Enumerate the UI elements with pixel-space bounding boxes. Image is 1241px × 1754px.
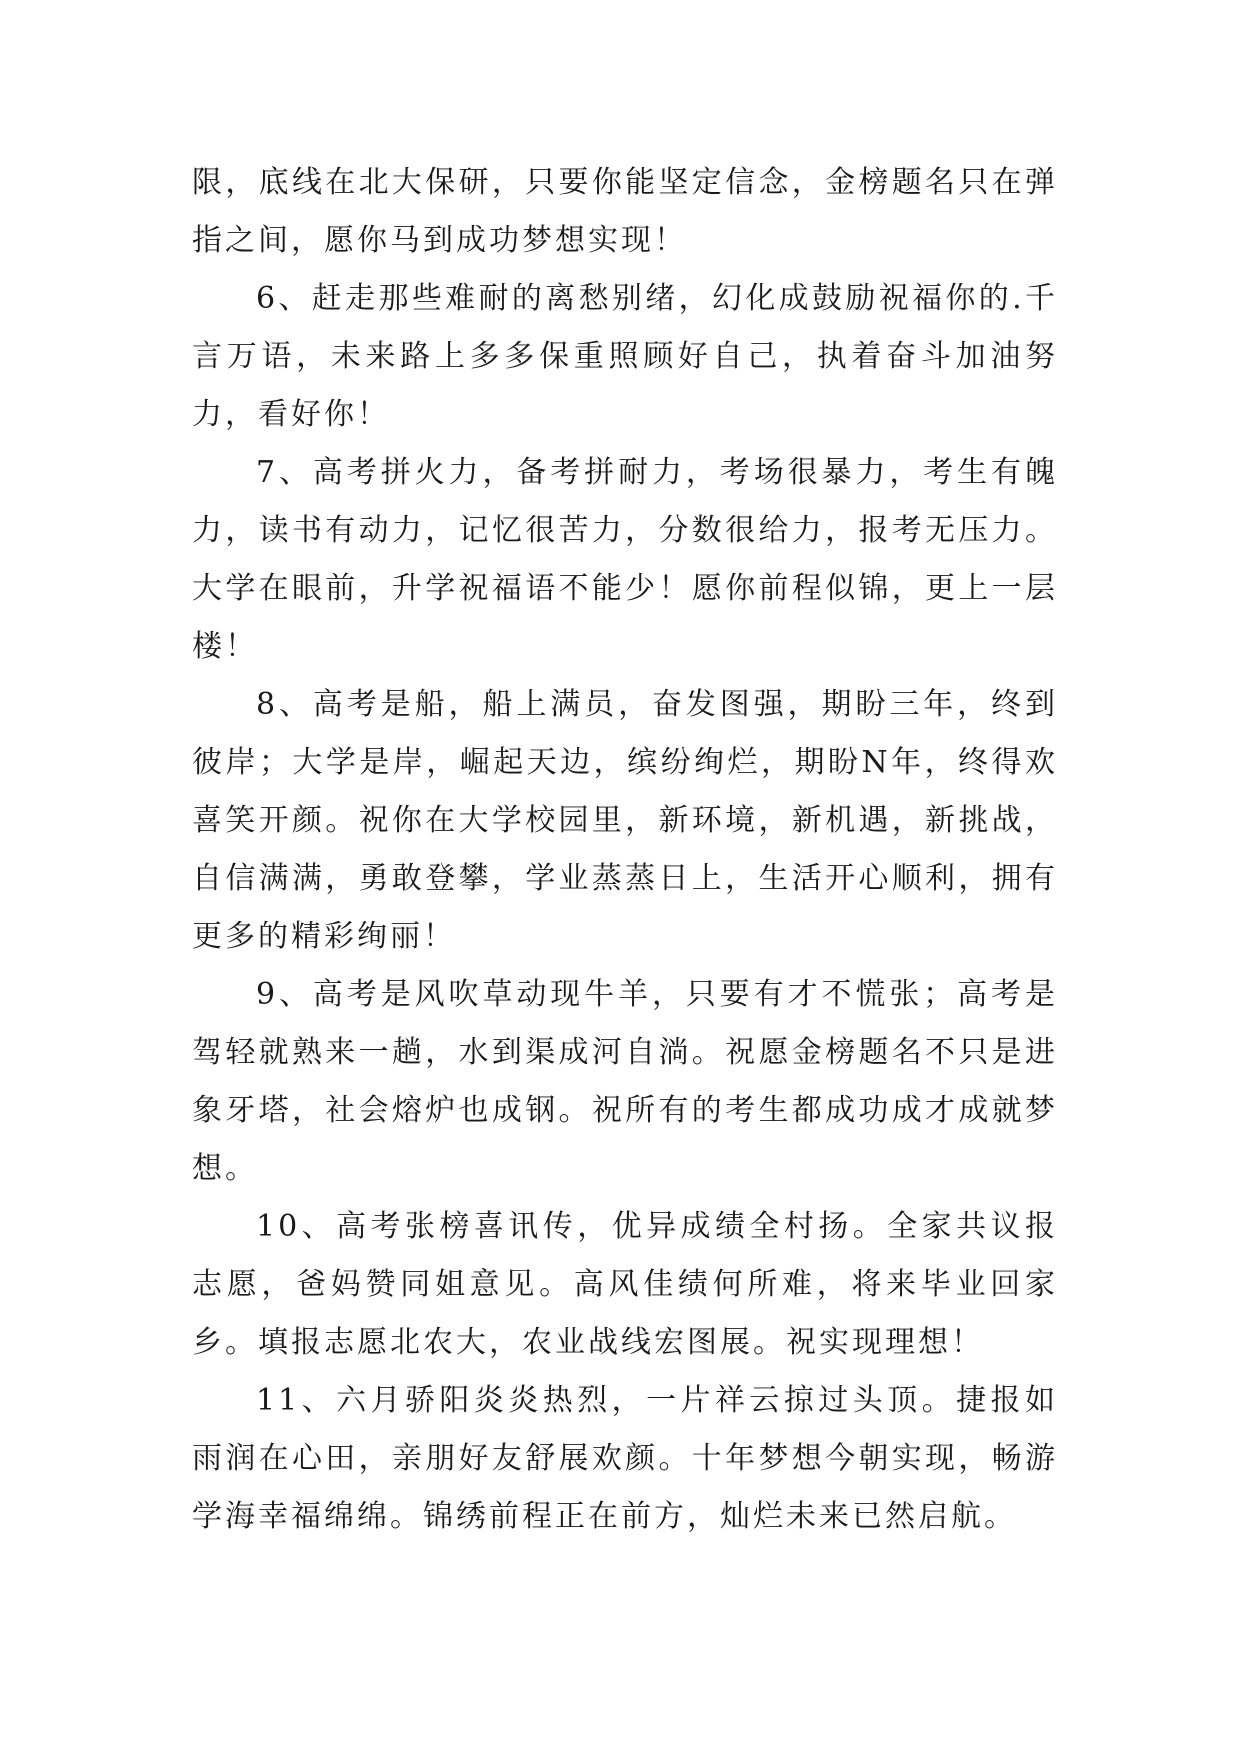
paragraph-continued: 限，底线在北大保研，只要你能坚定信念，金榜题名只在弹指之间，愿你马到成功梦想实现！	[192, 165, 1058, 258]
paragraph-8: 8、高考是船，船上满员，奋发图强，期盼三年，终到彼岸；大学是岸，崛起天边，缤纷绚烂，期盼N年，终得欢喜笑开颜。祝你在大学校园里，新环境，新机遇，新挑战，自信满满，勇敢登攀，学业蒸蒸日上，生活开心顺利，拥有更多的精彩绚丽！	[192, 687, 1058, 954]
paragraph-10: 10、高考张榜喜讯传，优异成绩全村扬。全家共议报志愿，爸妈赞同姐意见。高风佳绩何所难，将来毕业回家乡。填报志愿北农大，农业战线宏图展。祝实现理想！	[192, 1209, 1058, 1360]
document-body	[192, 154, 1058, 1546]
paragraph-6: 6、赶走那些难耐的离愁别绪，幻化成鼓励祝福你的.千言万语，未来路上多多保重照顾好自己，执着奋斗加油努力，看好你！	[192, 281, 1058, 432]
paragraph-9: 9、高考是风吹草动现牛羊，只要有才不慌张；高考是驾轻就熟来一趟，水到渠成河自淌。祝愿金榜题名不只是进象牙塔，社会熔炉也成钢。祝所有的考生都成功成才成就梦想。	[192, 977, 1058, 1186]
paragraph-11: 11、六月骄阳炎炎热烈，一片祥云掠过头顶。捷报如雨润在心田，亲朋好友舒展欢颜。十年梦想今朝实现，畅游学海幸福绵绵。锦绣前程正在前方，灿烂未来已然启航。	[192, 1383, 1058, 1534]
paragraph-7: 7、高考拼火力，备考拼耐力，考场很暴力，考生有魄力，读书有动力，记忆很苦力，分数很给力，报考无压力。大学在眼前，升学祝福语不能少！愿你前程似锦，更上一层楼！	[192, 455, 1058, 664]
